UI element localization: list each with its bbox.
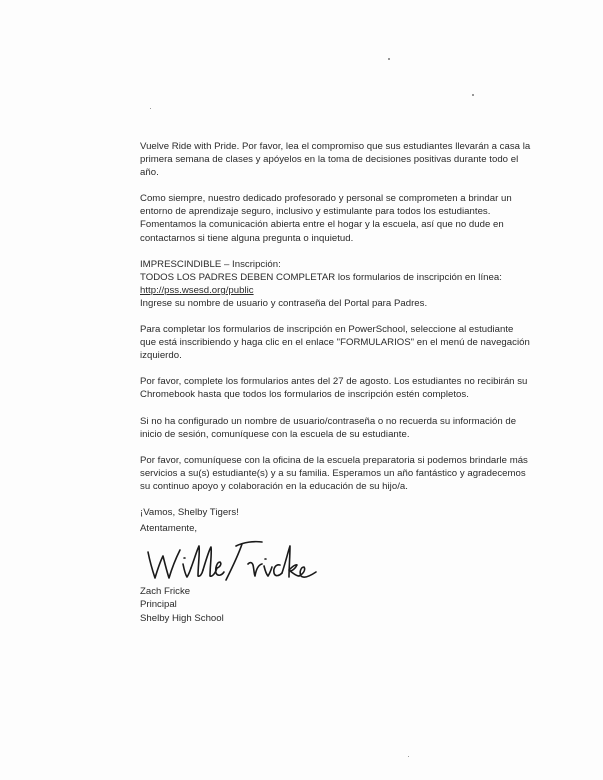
signer-name: Zach Fricke [140, 586, 191, 597]
scan-speck [388, 58, 390, 60]
text-line: Por favor, complete los formularios antes del 27 de agosto. Los estudiantes no recibirán su [140, 376, 528, 388]
text-line: servicios a su(s) estudiante(s) y a su familia. Esperamos un año fantástico y agradecemos [140, 467, 526, 479]
paragraph-deadline [140, 375, 560, 401]
paragraph-commitment [140, 192, 560, 244]
text-line: Fomentamos la comunicación abierta entre el hogar y la escuela, así que no dude en [140, 219, 504, 231]
paragraph-cheer [140, 506, 560, 519]
text-line: Chromebook hasta que todos los formularios de inscripción estén completos. [140, 389, 469, 401]
paragraph-registration [140, 258, 560, 310]
registration-heading: IMPRESCINDIBLE – Inscripción: [140, 258, 281, 270]
paragraph-contact [140, 454, 560, 493]
text-line: contactarnos si tiene alguna pregunta o inquietud. [140, 232, 354, 244]
text-line: año. [140, 167, 159, 179]
signer-title: Principal [140, 599, 177, 611]
text-line: inicio de sesión, comuníquese con la escuela de su estudiante. [140, 428, 410, 440]
text-line: Vuelve Ride with Pride. Por favor, lea el compromiso que sus estudiantes llevarán a casa la [140, 141, 531, 152]
text-line: Para completar los formularios de inscripción en PowerSchool, seleccione al estudiante [140, 324, 514, 336]
scan-speck [472, 94, 474, 96]
text-line: Si no ha configurado un nombre de usuario/contraseña o no recuerda su información de [140, 415, 517, 427]
paragraph-intro [140, 140, 560, 179]
text-line: izquierdo. [140, 350, 182, 362]
closing-salutation: Atentamente, [140, 523, 198, 534]
paragraph-login-help [140, 415, 560, 441]
scan-speck [408, 756, 409, 757]
text-line: TODOS LOS PADRES DEBEN COMPLETAR los formularios de inscripción en línea: [140, 271, 502, 283]
text-line: Ingrese su nombre de usuario y contraseña del Portal para Padres. [140, 297, 428, 309]
scan-speck [150, 108, 151, 109]
signer-school: Shelby High School [140, 612, 224, 624]
text-line: primera semana de clases y apóyelos en la toma de decisiones positivas durante todo el [140, 154, 519, 166]
text-line: entorno de aprendizaje seguro, inclusivo y estimulante para todos los estudiantes. [140, 206, 491, 218]
handwritten-signature [144, 538, 324, 590]
signer-block [140, 585, 224, 625]
text-line: Como siempre, nuestro dedicado profesorado y personal se comprometen a brindar un [140, 193, 512, 205]
text-line: Por favor, comuníquese con la oficina de la escuela preparatoria si podemos brindarle más [140, 454, 528, 466]
paragraph-powerschool [140, 323, 560, 362]
letter-body [140, 140, 560, 532]
text-line: que está inscribiendo y haga clic en el enlace "FORMULARIOS" en el menú de navegación [140, 337, 530, 349]
registration-link[interactable]: http://pss.wsesd.org/public [140, 284, 254, 296]
text-line: su continuo apoyo y colaboración en la educación de su hijo/a. [140, 480, 408, 492]
text-line: ¡Vamos, Shelby Tigers! [140, 506, 239, 518]
